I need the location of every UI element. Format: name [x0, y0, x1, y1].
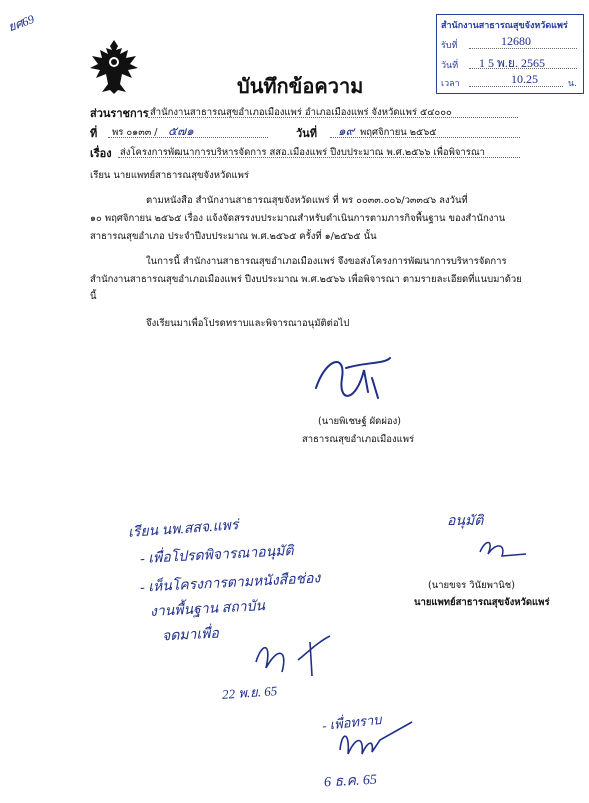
para1-line1: ตามหนังสือ สำนักงานสาธารณสุขจังหวัดแพร่ ที่ พร ๐๐๓๓.๐๐๖/ว๓๓๔๖ ลงวันที่	[146, 195, 468, 206]
hw-note-date-1: 22 พ.ย. 65	[221, 683, 278, 702]
subject-label: เรื่อง	[90, 147, 112, 160]
hw-note-3: - เห็นโครงการตามหนังสือช่อง	[139, 571, 321, 596]
document-title: บันทึกข้อความ	[237, 74, 364, 98]
ref-handwritten-number: ๕๗๑	[168, 124, 194, 138]
ref-label: ที่	[90, 127, 98, 140]
stamp-time-unit: น.	[567, 79, 577, 89]
signer2-position: นายแพทย์สาธารณสุขจังหวัดแพร่	[414, 597, 550, 608]
approval-handwritten: อนุมัติ	[447, 514, 484, 529]
para1-line2: ๑๐ พฤศจิกายน ๒๕๖๕ เรื่อง แจ้งจัดสรรงบประมาณสำหรับดำเนินการตามภารกิจพื้นฐาน ของสำนักงาน	[90, 213, 506, 224]
receiving-stamp	[436, 14, 584, 94]
stamp-date-value: 1 5 พ.ย. 2565	[479, 56, 545, 70]
signer2-name: (นายขจร วินัยพานิช)	[428, 580, 515, 591]
signer1-position: สาธารณสุขอำเภอเมืองแพร่	[302, 434, 415, 445]
dept-label: ส่วนราชการ	[90, 107, 149, 120]
hw-note-date-2: 6 ธ.ค. 65	[323, 772, 378, 791]
signature-4	[334, 720, 414, 760]
hw-note-6: - เพื่อทราบ	[321, 711, 383, 734]
dept-value: สำนักงานสาธารณสุขอำเภอเมืองแพร่ อำเภอเมืองแพร่ จังหวัดแพร่ ๕๔๐๐๐	[150, 107, 452, 118]
stamp-recv-number: 12680	[501, 34, 531, 48]
garuda-emblem-icon	[88, 38, 140, 96]
signature-2	[476, 534, 536, 564]
signer1-name: (นายพิเชษฐ์ ผัดผ่อง)	[318, 416, 401, 427]
corner-handwritten-note: ยศ69	[6, 11, 37, 35]
salutation: เรียน นายแพทย์สาธารณสุขจังหวัดแพร่	[90, 170, 249, 181]
para2-line3: นี้	[90, 291, 97, 302]
stamp-date-label: วันที่	[441, 61, 459, 71]
signature-1	[306, 348, 396, 408]
hw-note-4: งานพื้นฐาน สถาบัน	[149, 598, 266, 620]
para1-line3: สาธารณสุขอำเภอ ประจำปีงบประมาณ พ.ศ.๒๕๖๕ ครั้งที่ ๑/๒๕๖๕ นั้น	[90, 231, 377, 242]
para2-line1: ในการนี้ สำนักงานสาธารณสุขอำเภอเมืองแพร่ จึงขอส่งโครงการพัฒนาการบริหารจัดการ	[146, 256, 507, 267]
closing-line: จึงเรียนมาเพื่อโปรดทราบและพิจารณาอนุมัติต่อไป	[146, 318, 350, 329]
stamp-recv-label: รับที่	[441, 41, 458, 51]
hw-note-1: เรียน นพ.สสจ.แพร่	[127, 518, 239, 541]
date-label: วันที่	[296, 127, 317, 140]
ref-value: พร ๐๑๓๓ /	[112, 127, 158, 138]
stamp-org: สำนักงานสาธารณสุขจังหวัดแพร่	[441, 21, 568, 31]
hw-note-2: - เพื่อโปรดพิจารณาอนุมัติ	[139, 543, 294, 568]
subject-value: ส่งโครงการพัฒนาการบริหารจัดการ สสอ.เมืองแพร่ ปีงบประมาณ พ.ศ.๒๕๖๖ เพื่อพิจารณา	[120, 147, 486, 158]
hw-note-5: จดมาเพื่อ	[161, 626, 220, 645]
stamp-time-label: เวลา	[441, 79, 460, 89]
para2-line2: สำนักงานสาธารณสุขอำเภอเมืองแพร่ ปีงบประมาณ พ.ศ.๒๕๖๖ เพื่อพิจารณา ตามรายละเอียดที่แนบมาด้วย	[90, 274, 522, 285]
stamp-time-value: 10.25	[511, 72, 538, 86]
date-day-handwritten: ๑๙	[338, 124, 355, 138]
signature-3	[248, 632, 338, 682]
date-value: พฤศจิกายน ๒๕๖๕	[360, 127, 437, 138]
